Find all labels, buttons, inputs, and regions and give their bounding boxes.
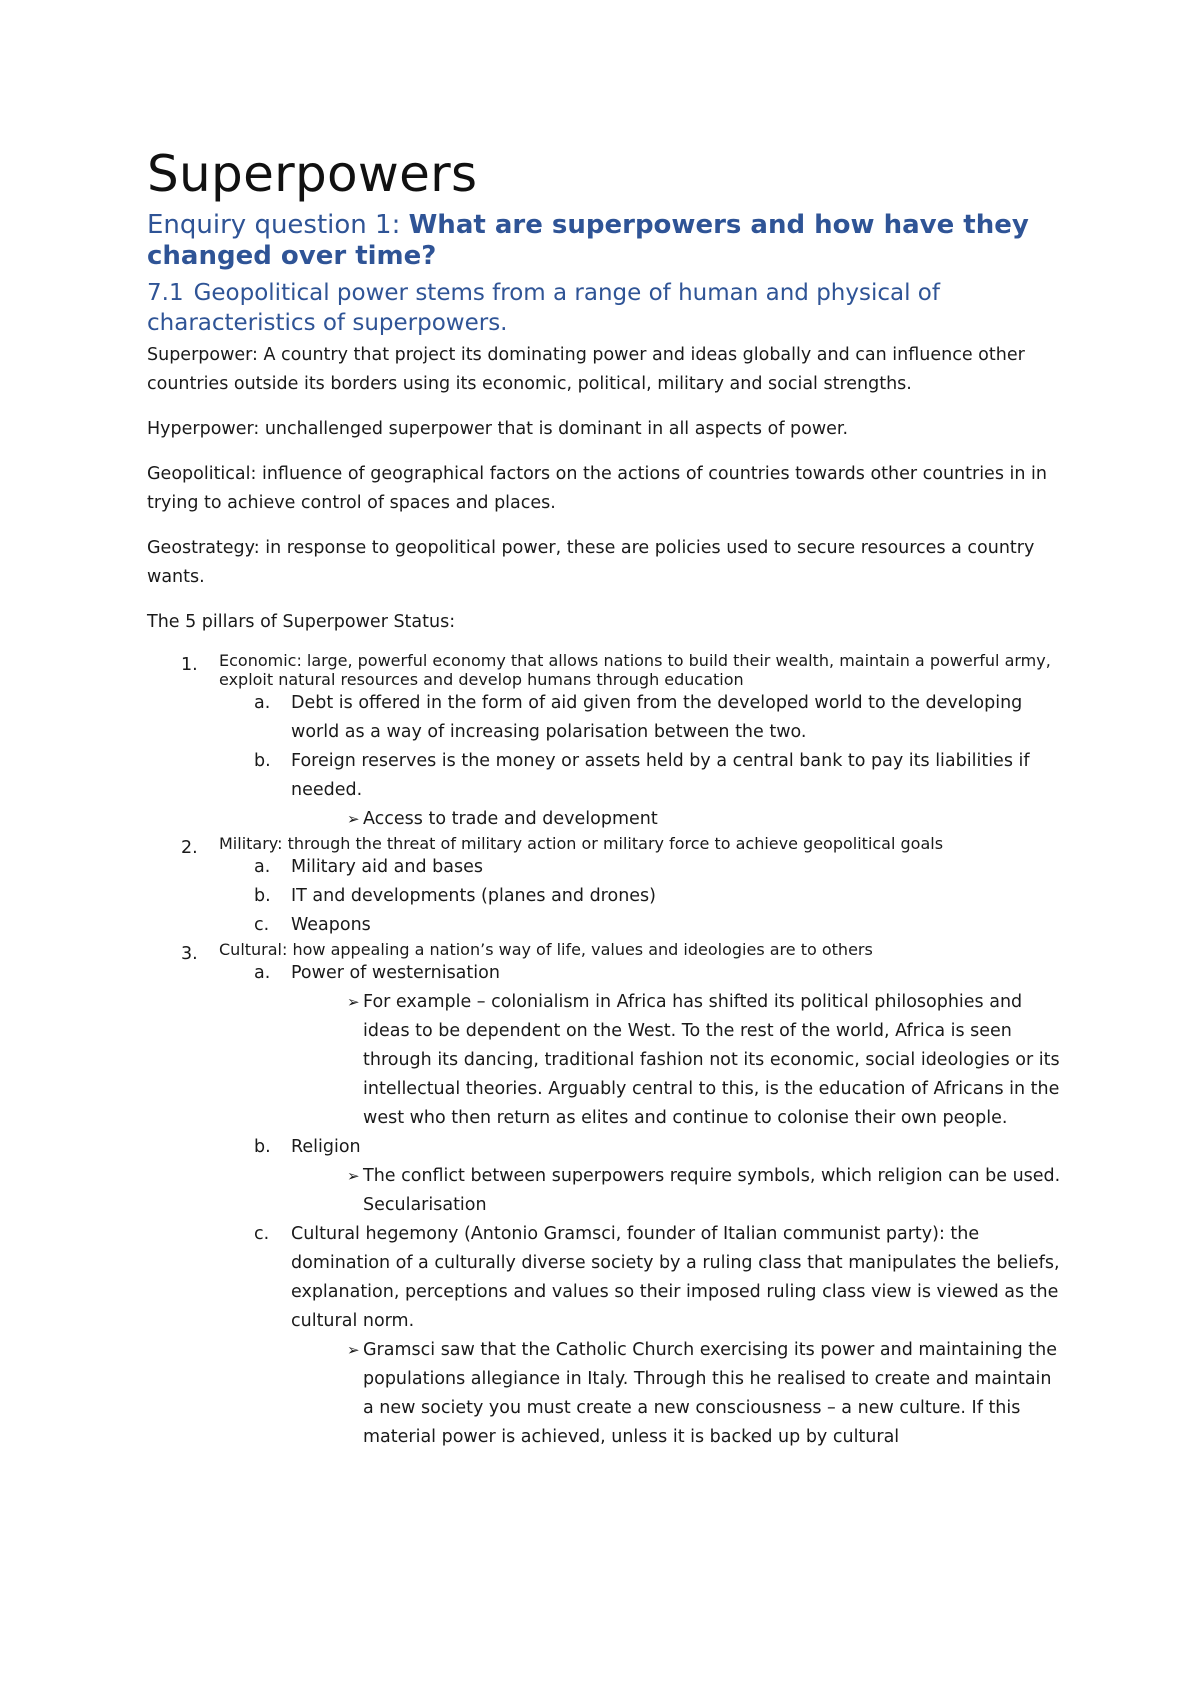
pillars-list [147,651,1067,1452]
sub-list-item-text: IT and developments (planes and drones) [291,886,656,906]
arrow-bullet-icon: ➢ [347,1341,360,1359]
list-marker: b. [254,886,271,906]
list-item-text: Military: through the threat of military action or military force to achieve geopolitical goals [219,834,944,853]
sub-list-item [147,689,1067,747]
enquiry-question [147,210,1067,272]
list-marker: c. [254,915,270,935]
list-marker: b. [254,751,271,771]
sub-list-item [147,1133,1067,1162]
arrow-bullet-item [147,1162,1067,1220]
list-marker: b. [254,1137,271,1157]
definition-hyperpower: Hyperpower: unchallenged superpower that is dominant in all aspects of power. [147,419,849,439]
list-item-text: Economic: large, powerful economy that allows nations to build their wealth, maintain a powerful army, exploit natural resources and develop humans through education [219,651,1051,689]
list-item [147,940,1067,964]
enquiry-text: What are superpowers and how have they changed over time? [147,210,1029,271]
list-item [147,651,1067,689]
arrow-bullet-icon: ➢ [347,810,360,828]
sub-list-item [147,882,1067,911]
sub-list-item [147,853,1067,882]
document-page [147,140,1067,1452]
sub-list-item [147,747,1067,805]
sub-list-item [147,959,1067,988]
arrow-bullet-icon: ➢ [347,1167,360,1185]
section-heading [147,278,1067,338]
definition-geopolitical: Geopolitical: influence of geographical factors on the actions of countries towards other countries in in trying to achieve control of spaces and places. [147,464,1047,513]
document-title: Superpowers [147,145,478,203]
list-marker: a. [254,963,271,983]
definition-superpower: Superpower: A country that project its dominating power and ideas globally and can influence other countries outside its borders using its economic, political, military and social strengths. [147,345,1025,394]
arrow-bullet-text: For example – colonialism in Africa has shifted its political philosophies and ideas to be dependent on the West. To the rest of the world, Africa is seen through its dancing, traditional fashion not its economic, social ideologies or its intellectual theories. Arguably central to this, is the education of Africans in the west who then return as elites and continue to colonise their own people. [363,992,1060,1128]
list-marker: 1. [181,655,198,675]
sub-list-item-text: Foreign reserves is the money or assets held by a central bank to pay its liabilities if needed. [291,751,1030,800]
sub-list-item [147,1220,1067,1336]
arrow-bullet-item [147,805,1067,834]
definition-geostrategy: Geostrategy: in response to geopolitical power, these are policies used to secure resources a country wants. [147,538,1035,587]
arrow-bullet-item [147,988,1067,1133]
sub-list-item-text: Debt is offered in the form of aid given from the developed world to the developing world as a way of increasing polarisation between the two. [291,693,1023,742]
sub-list-item-text: Military aid and bases [291,857,483,877]
arrow-bullet-icon: ➢ [347,993,360,1011]
arrow-bullet-item [147,1336,1067,1452]
sub-list-item [147,911,1067,940]
arrow-bullet-text: Gramsci saw that the Catholic Church exercising its power and maintaining the populations allegiance in Italy. Through this he realised to create and maintain a new society you must create a new consciousness – a new culture. If this material power is achieved, unless it is backed up by cultural [363,1340,1058,1447]
sub-list-item-text: Religion [291,1137,361,1157]
list-marker: 3. [181,944,198,964]
list-item-text: Cultural: how appealing a nation’s way of life, values and ideologies are to others [219,940,873,959]
list-marker: a. [254,857,271,877]
list-marker: a. [254,693,271,713]
list-item [147,834,1067,858]
sub-list-item-text: Weapons [291,915,371,935]
arrow-bullet-text: Access to trade and development [363,809,658,829]
pillars-intro: The 5 pillars of Superpower Status: [147,612,456,632]
arrow-bullet-text: The conflict between superpowers require symbols, which religion can be used. Secularisation [363,1166,1061,1215]
list-marker: 2. [181,838,198,858]
sub-list-item-text: Power of westernisation [291,963,500,983]
enquiry-label: Enquiry question 1: [147,210,409,240]
list-marker: c. [254,1224,270,1244]
section-number: 7.1 [147,280,184,306]
section-title: Geopolitical power stems from a range of human and physical of characteristics of superpowers. [147,280,940,336]
sub-list-item-text: Cultural hegemony (Antonio Gramsci, founder of Italian communist party): the domination of a culturally diverse society by a ruling class that manipulates the beliefs, explanation, perceptions and values so their imposed ruling class view is viewed as the cultural norm. [291,1224,1060,1331]
